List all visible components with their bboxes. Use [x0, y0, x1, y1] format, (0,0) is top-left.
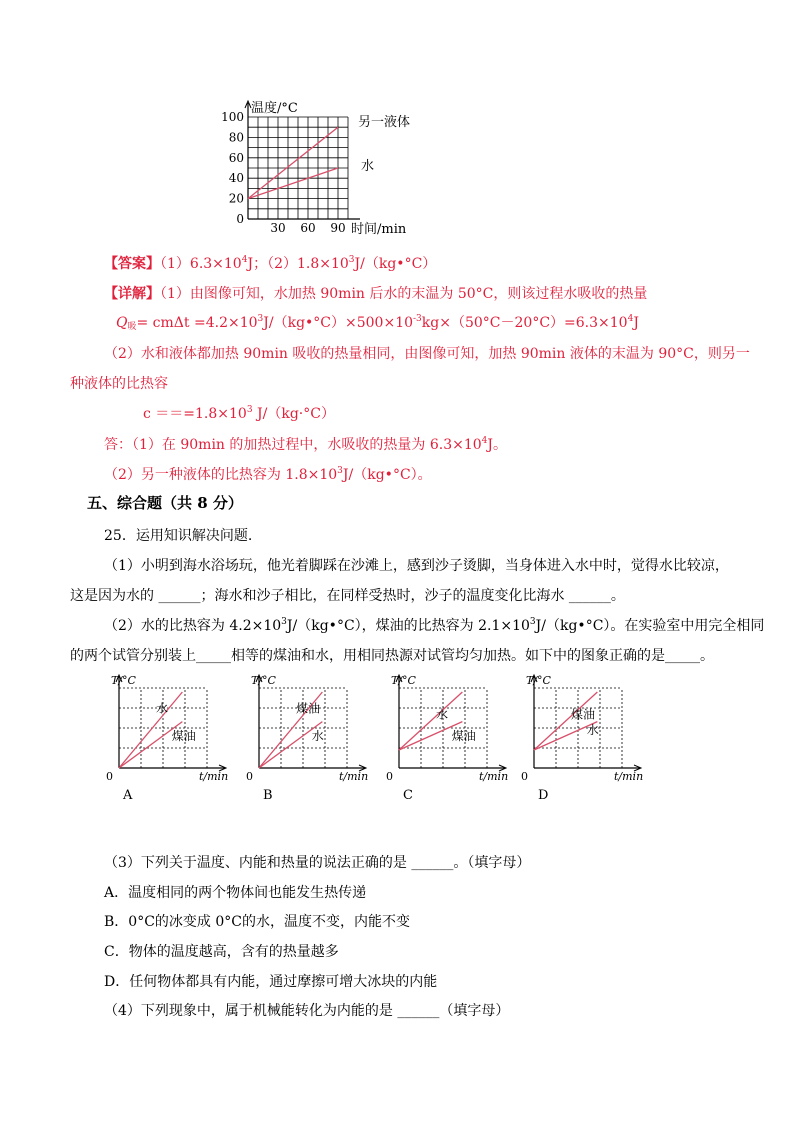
q25-option-a: A．温度相同的两个物体间也能发生热传递 — [104, 885, 367, 901]
chart-ylabel: T/°C — [111, 674, 136, 687]
q25-part2-line1: （2）水的比热容为 $4.2\times 10^3J/(kg•^\circ C)$，煤油的比热容为 $2.1\times 10^3J/(kg•^\circ C)$。在实验室中用完全相同 — [104, 617, 765, 634]
question-25-stem: 25．运用知识解决问题. — [104, 528, 253, 544]
chart-xlabel: t/min — [614, 770, 644, 782]
option-chart-letter: C — [403, 788, 413, 803]
option-chart-letter: D — [538, 788, 549, 803]
series-label-upper: 煤油 — [570, 707, 595, 722]
option-chart-svg — [383, 670, 513, 782]
detail-specific-heat: $c ===1.8\times 10^3$ J/（kg·°C） — [143, 405, 335, 422]
x-tick-label: 60 — [300, 221, 316, 235]
series-line-water — [248, 168, 338, 199]
option-chart-letter: B — [263, 788, 273, 803]
chart-origin: 0 — [386, 770, 393, 782]
answer-label: 【答案】 — [104, 256, 160, 272]
chart-xlabel: 时间/min — [351, 222, 407, 237]
option-chart-svg — [518, 670, 648, 782]
chart-xlabel: t/min — [199, 770, 229, 782]
chart-origin: 0 — [246, 770, 253, 782]
chart-xlabel: t/min — [339, 770, 369, 782]
y-tick-label: 20 — [228, 191, 244, 206]
chart-origin: 0 — [106, 770, 113, 782]
q25-part1-line1: （1）小明到海水浴场玩，他光着脚踩在沙滩上，感到沙子烫脚，当身体进入水中时，觉得水比较凉， — [104, 558, 729, 574]
y-tick-label: 100 — [221, 110, 244, 124]
option-chart-letter: A — [123, 788, 133, 803]
detail-line-3: 种液体的比热容 — [70, 376, 168, 392]
chart-axes — [245, 101, 360, 219]
x-tick-label: 30 — [270, 221, 286, 235]
option-chart-b — [243, 670, 373, 810]
chart-series-lines — [248, 127, 338, 198]
chart-ylabel: T/°C — [526, 674, 551, 687]
y-tick-label: 80 — [228, 130, 244, 145]
detail-line-2: （2）水和液体都加热 90min 吸收的热量相同，由图像可知，加热 90min 液体的末温为 90°C，则另一 — [104, 346, 750, 362]
option-chart-d — [518, 670, 648, 810]
chart-ylabel: 温度/°C — [251, 101, 298, 116]
option-chart-a — [103, 670, 233, 810]
q25-option-b: B．0°C的冰变成 0°C的水，温度不变，内能不变 — [104, 914, 410, 930]
temperature-time-chart — [215, 95, 435, 245]
q25-part4: （4）下列现象中，属于机械能转化为内能的是 ______（填字母） — [104, 1003, 510, 1019]
series-label-lower: 水 — [586, 723, 599, 737]
section-title: 五、综合题（共 8 分） — [87, 494, 243, 512]
series-label-other-liquid: 另一液体 — [358, 115, 411, 130]
y-tick-label: 40 — [228, 171, 244, 186]
series-label-lower: 水 — [311, 729, 324, 743]
series-label-lower: 煤油 — [451, 729, 476, 743]
chart-ylabel: T/°C — [391, 674, 416, 687]
series-label-upper: 煤油 — [295, 701, 320, 716]
detail-line-1: 【详解】（1）由图像可知，水加热 90min 后水的末温为 50°C，则该过程水吸收的热量 — [104, 286, 648, 302]
series-label-upper: 水 — [155, 701, 168, 716]
series-line-other-liquid — [248, 127, 338, 198]
q25-option-c: C．物体的温度越高，含有的热量越多 — [104, 944, 339, 960]
option-chart-svg — [103, 670, 233, 782]
detail-answer-2: （2）另一种液体的比热容为 $1.8\times 10^3J/(kg•^\circ C)$。 — [104, 466, 432, 483]
detail-formula: $Q_吸= cm\Delta t$ $=4.2\times 10^3J/(kg•^\circ C)\times 500\times 10^{-3}kg\times(50^\circ C-20^\circ C)=6.3\times 10^4J$ — [116, 314, 639, 332]
q25-part2-line2: 的两个试管分别装上_____相等的煤油和水，用相同热源对试管均匀加热。如下中的图象正确的是_____。 — [70, 648, 714, 664]
chart-origin: 0 — [521, 770, 528, 782]
series-label-water: 水 — [361, 159, 375, 174]
q25-part3: （3）下列关于温度、内能和热量的说法正确的是 ______。（填字母） — [104, 855, 531, 871]
chart-grid — [248, 117, 348, 219]
x-tick-label: 90 — [330, 221, 346, 235]
series-label-upper: 水 — [435, 707, 448, 722]
detail-answer-1: 答：（1）在 90min 的加热过程中，水吸收的热量为 $6.3\times 10^4J$。 — [104, 436, 508, 453]
y-tick-label: 0 — [236, 212, 244, 226]
series-label-lower: 煤油 — [171, 729, 196, 743]
chart-tick-labels — [221, 110, 346, 235]
y-tick-label: 60 — [228, 150, 244, 165]
detail-label: 【详解】 — [104, 286, 160, 302]
chart-xlabel: t/min — [479, 770, 509, 782]
option-chart-svg — [243, 670, 373, 782]
q25-option-d: D．任何物体都具有内能，通过摩擦可增大冰块的内能 — [104, 974, 438, 990]
option-chart-c — [383, 670, 513, 810]
q25-part1-line2: 这是因为水的 ______；海水和沙子相比，在同样受热时，沙子的温度变化比海水 ______。 — [70, 588, 625, 604]
answer-line: 【答案】$(1)6.3\times 10^4J$；$(2)1.8\times 10^3J/(kg•^\circ C)$ — [104, 255, 437, 272]
chart-ylabel: T/°C — [251, 674, 276, 687]
